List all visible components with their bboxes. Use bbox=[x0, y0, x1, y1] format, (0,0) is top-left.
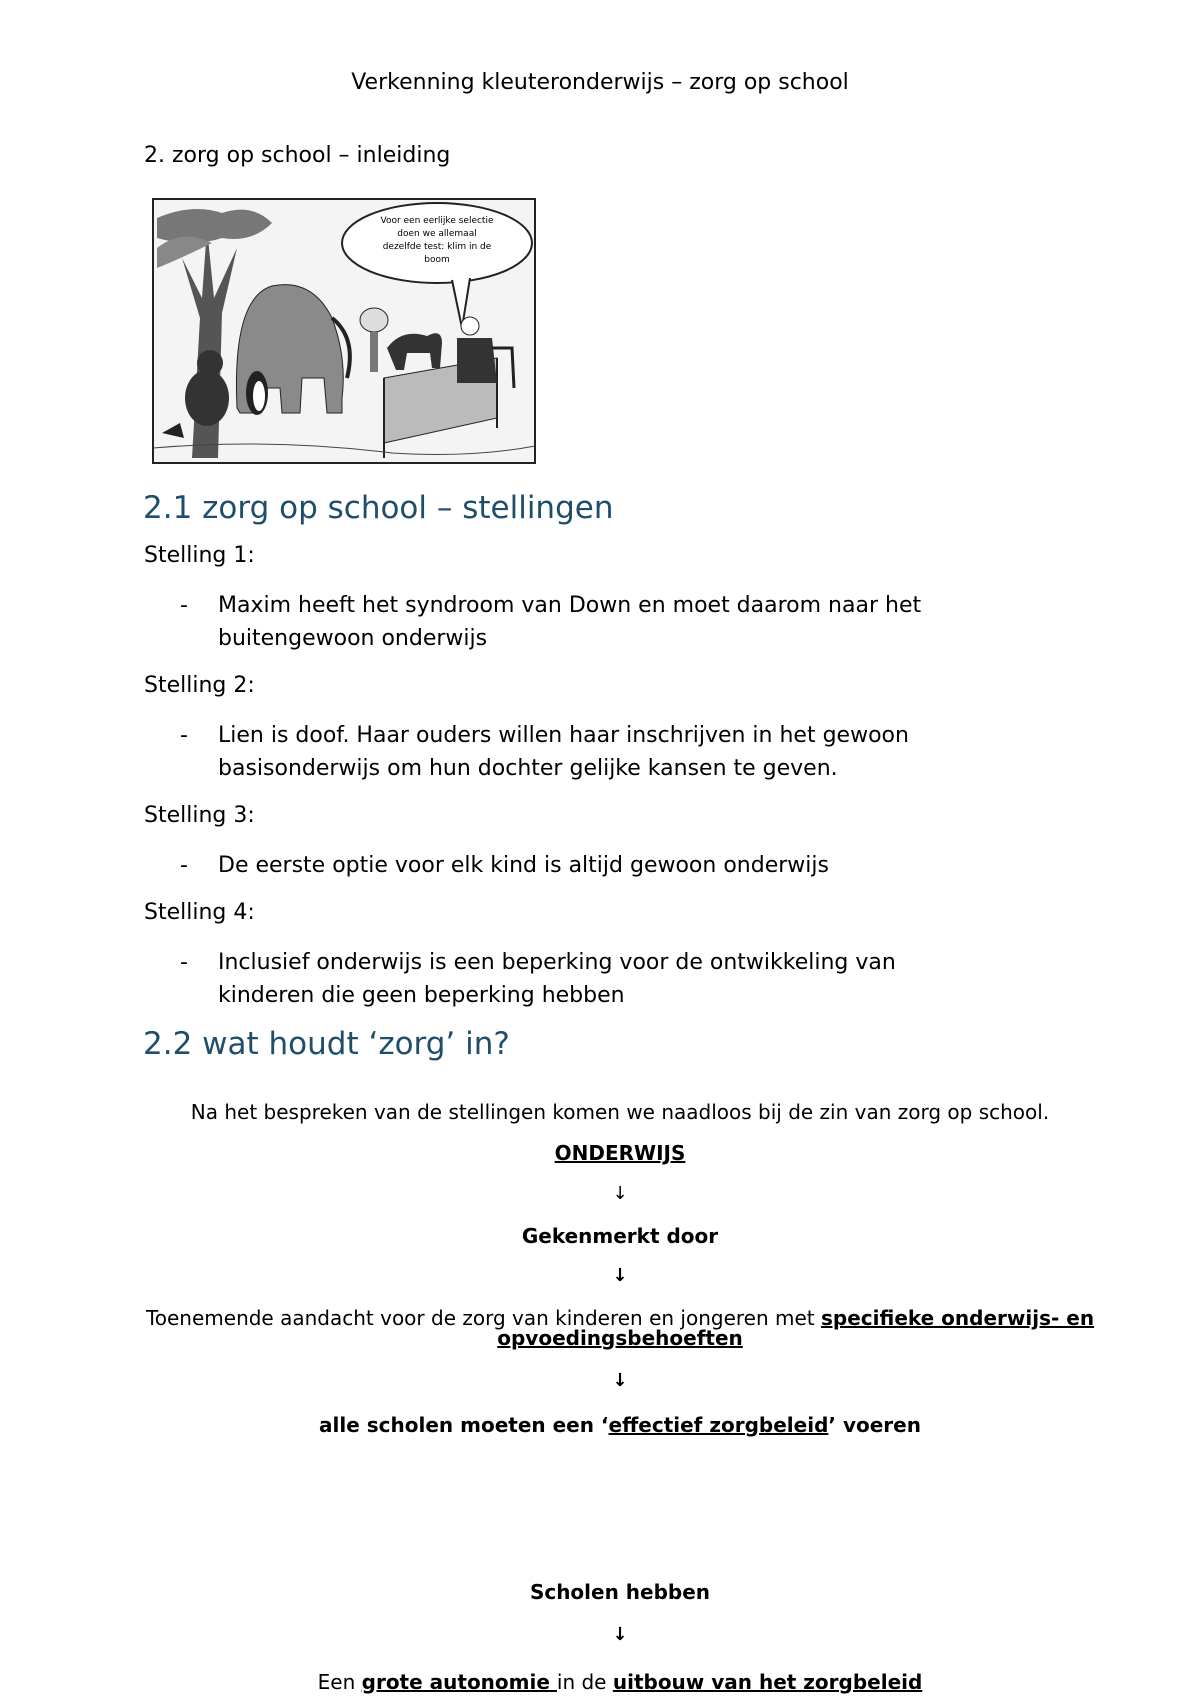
stelling-text-line: buitengewoon onderwijs bbox=[218, 626, 488, 651]
section-title-zorg: 2.2 wat houdt ‘zorg’ in? bbox=[143, 1026, 510, 1062]
intro-heading: 2. zorg op school – inleiding bbox=[144, 143, 451, 168]
stelling-text-line: Maxim heeft het syndroom van Down en moet daarom naar het bbox=[218, 593, 922, 618]
autonomie-mid: in de bbox=[556, 1670, 613, 1694]
bullet-dash: - bbox=[180, 950, 188, 975]
down-arrow-icon: ↓ bbox=[612, 1624, 628, 1645]
onderwijs-label: ONDERWIJS bbox=[554, 1141, 686, 1165]
stelling-label: Stelling 3: bbox=[144, 803, 255, 828]
gekenmerkt-label: Gekenmerkt door bbox=[521, 1224, 719, 1248]
stelling-text-line: De eerste optie voor elk kind is altijd gewoon onderwijs bbox=[218, 853, 829, 878]
speech-line-4: boom bbox=[424, 255, 450, 265]
stelling-text-line: basisonderwijs om hun dochter gelijke kansen te geven. bbox=[218, 756, 838, 781]
autonomie-text bbox=[130, 1670, 1110, 1694]
scholen-hebben-label: Scholen hebben bbox=[529, 1580, 711, 1604]
scholen-emphasis: effectief zorgbeleid bbox=[608, 1413, 829, 1437]
autonomie-emphasis: grote autonomie bbox=[361, 1670, 557, 1694]
section-title-stellingen: 2.1 zorg op school – stellingen bbox=[143, 490, 614, 526]
stelling-text-line: Lien is doof. Haar ouders willen haar inschrijven in het gewoon bbox=[218, 723, 909, 748]
bullet-dash: - bbox=[180, 593, 188, 618]
bullet-dash: - bbox=[180, 723, 188, 748]
speech-line-2: doen we allemaal bbox=[397, 229, 477, 239]
speech-line-3: dezelfde test: klim in de bbox=[382, 242, 492, 252]
toenemend-pre: Toenemende aandacht voor de zorg van kinderen en jongeren met bbox=[145, 1306, 821, 1330]
cartoon-illustration bbox=[152, 198, 536, 464]
speech-line-1: Voor een eerlijke selectie bbox=[380, 216, 494, 226]
autonomie-emphasis-2: uitbouw van het zorgbeleid bbox=[612, 1670, 923, 1694]
toenemend-emphasis: specifieke onderwijs- en bbox=[821, 1306, 1095, 1330]
stelling-label: Stelling 2: bbox=[144, 673, 255, 698]
zorg-intro-text: Na het bespreken van de stellingen komen we naadloos bij de zin van zorg op school. bbox=[190, 1100, 1050, 1124]
autonomie-pre: Een bbox=[317, 1670, 362, 1694]
down-arrow-icon: ↓ bbox=[612, 1183, 628, 1204]
scholen-post: ’ voeren bbox=[828, 1413, 921, 1437]
page-header: Verkenning kleuteronderwijs – zorg op school bbox=[351, 70, 849, 95]
stelling-label: Stelling 4: bbox=[144, 900, 255, 925]
scholen-pre: alle scholen moeten een ‘ bbox=[319, 1413, 609, 1437]
down-arrow-icon: ↓ bbox=[612, 1370, 628, 1391]
stelling-text-line: Inclusief onderwijs is een beperking voor de ontwikkeling van bbox=[218, 950, 896, 975]
bullet-dash: - bbox=[180, 853, 188, 878]
stelling-text-line: kinderen die geen beperking hebben bbox=[218, 983, 625, 1008]
stelling-label: Stelling 1: bbox=[144, 543, 255, 568]
toenemend-emphasis-2: opvoedingsbehoeften bbox=[497, 1326, 743, 1350]
scholen-text bbox=[130, 1413, 1110, 1437]
toenemend-text bbox=[130, 1308, 1110, 1348]
down-arrow-icon: ↓ bbox=[612, 1265, 628, 1286]
